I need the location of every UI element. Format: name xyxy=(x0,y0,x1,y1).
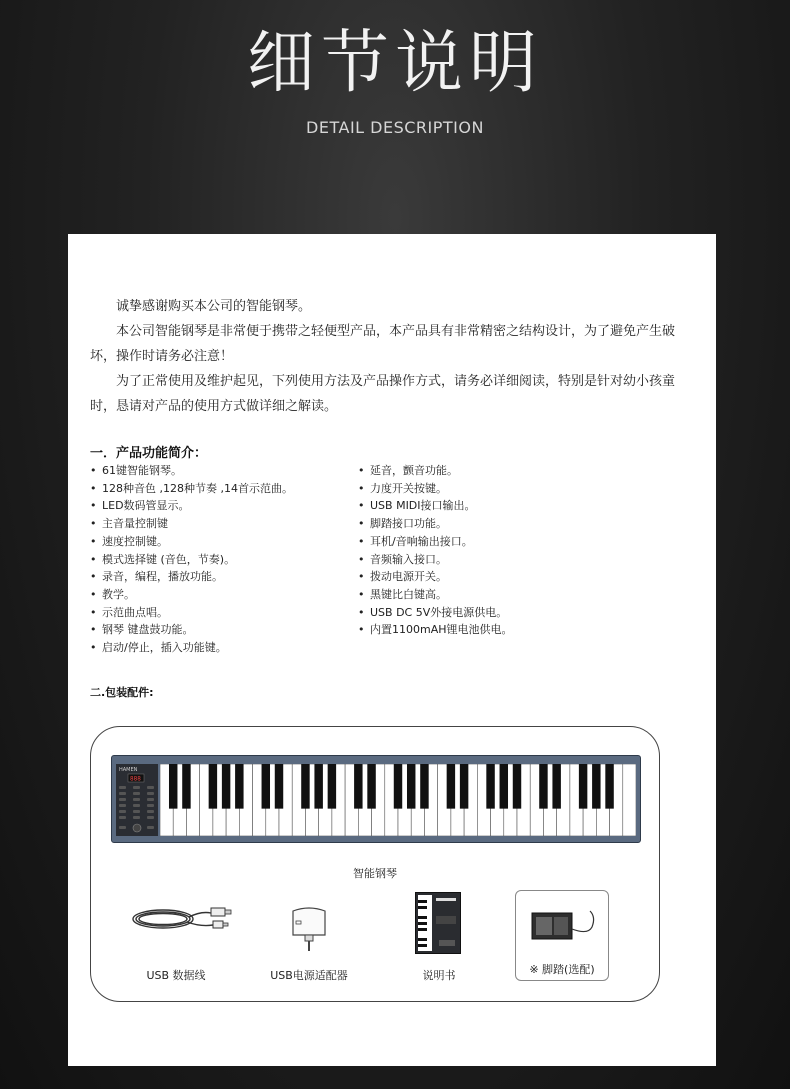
accessories-heading: 二.包装配件: xyxy=(90,686,154,699)
black-key xyxy=(222,764,230,809)
intro-paragraph-3: 为了正常使用及维护起见，下列使用方法及产品操作方式，请务必详细阅读，特别是针对幼小孩童时，恳请对产品的使用方式做详细之解读。 xyxy=(90,374,676,414)
feature-item: • 黑键比白键高。 xyxy=(358,586,688,604)
feature-item: • 钢琴 键盘鼓功能。 xyxy=(90,621,340,639)
black-key xyxy=(513,764,521,809)
feature-item: • 128种音色 ,128种节奏 ,14首示范曲。 xyxy=(90,480,340,498)
black-key xyxy=(592,764,600,809)
manual-image xyxy=(415,892,461,954)
feature-item: • 示范曲点唱。 xyxy=(90,604,340,622)
manual-caption: 说明书 xyxy=(422,969,456,982)
black-key xyxy=(394,764,402,809)
feature-item: • USB MIDI接口输出。 xyxy=(358,497,688,515)
black-key xyxy=(460,764,468,809)
features-list-left xyxy=(90,462,340,657)
black-key xyxy=(367,764,375,809)
power-adapter-caption: USB电源适配器 xyxy=(270,969,348,982)
feature-item: • LED数码管显示。 xyxy=(90,497,340,515)
usb-cable-caption: USB 数据线 xyxy=(146,969,206,982)
feature-item: • 耳机/音响输出接口。 xyxy=(358,533,688,551)
intro-paragraph-2: 本公司智能钢琴是非常便于携带之轻便型产品，本产品具有非常精密之结构设计，为了避免产生破坏，操作时请务必注意！ xyxy=(90,324,676,364)
usb-cable-image xyxy=(129,899,233,943)
intro-paragraph-1: 诚挚感谢购买本公司的智能钢琴。 xyxy=(116,299,312,314)
black-key xyxy=(182,764,190,809)
accessories-box xyxy=(90,726,660,1002)
white-key xyxy=(623,764,636,836)
black-key xyxy=(301,764,309,809)
black-key xyxy=(275,764,283,809)
black-key xyxy=(486,764,494,809)
power-adapter-image xyxy=(287,905,331,953)
feature-item: • 音频输入接口。 xyxy=(358,551,688,569)
control-panel xyxy=(116,764,158,836)
black-key xyxy=(447,764,455,809)
black-key xyxy=(407,764,415,809)
feature-item: • 脚踏接口功能。 xyxy=(358,515,688,533)
black-key xyxy=(314,764,322,809)
black-key xyxy=(579,764,587,809)
feature-item: • 模式选择键 (音色，节奏)。 xyxy=(90,551,340,569)
feature-item: • 延音，颤音功能。 xyxy=(358,462,688,480)
feature-item: • USB DC 5V外接电源供电。 xyxy=(358,604,688,622)
features-list-right xyxy=(358,462,688,639)
feature-item: • 录音，编程，播放功能。 xyxy=(90,568,340,586)
feature-item: • 启动/停止，插入功能键。 xyxy=(90,639,340,657)
black-key xyxy=(354,764,362,809)
black-key xyxy=(169,764,177,809)
black-key xyxy=(552,764,560,809)
feature-item: • 拨动电源开关。 xyxy=(358,568,688,586)
black-key xyxy=(328,764,336,809)
pedal-frame xyxy=(515,890,609,981)
intro-text xyxy=(90,294,700,419)
features-heading: 一．产品功能简介： xyxy=(90,446,208,461)
page-subtitle: DETAIL DESCRIPTION xyxy=(306,118,484,137)
pedal-caption: ※ 脚踏(选配) xyxy=(529,963,595,976)
black-key xyxy=(539,764,547,809)
feature-item: • 力度开关按键。 xyxy=(358,480,688,498)
brand-logo-text: HAMEN xyxy=(119,767,138,773)
black-key xyxy=(235,764,243,809)
black-key xyxy=(262,764,270,809)
feature-item: • 速度控制键。 xyxy=(90,533,340,551)
pedal-image xyxy=(530,909,608,945)
piano-keyboard-image xyxy=(111,755,641,843)
feature-item: • 内置1100mAH锂电池供电。 xyxy=(358,621,688,639)
feature-item: • 主音量控制键 xyxy=(90,515,340,533)
piano-caption: 智能钢琴 xyxy=(353,867,397,880)
black-key xyxy=(605,764,613,809)
black-key xyxy=(420,764,428,809)
led-display: 888 xyxy=(130,775,141,783)
feature-item: • 61键智能钢琴。 xyxy=(90,462,340,480)
page-title: 细节说明 xyxy=(246,24,543,103)
black-key xyxy=(500,764,508,809)
feature-item: • 教学。 xyxy=(90,586,340,604)
black-key xyxy=(209,764,217,809)
piano-keys xyxy=(160,764,636,836)
description-card xyxy=(68,234,716,1066)
